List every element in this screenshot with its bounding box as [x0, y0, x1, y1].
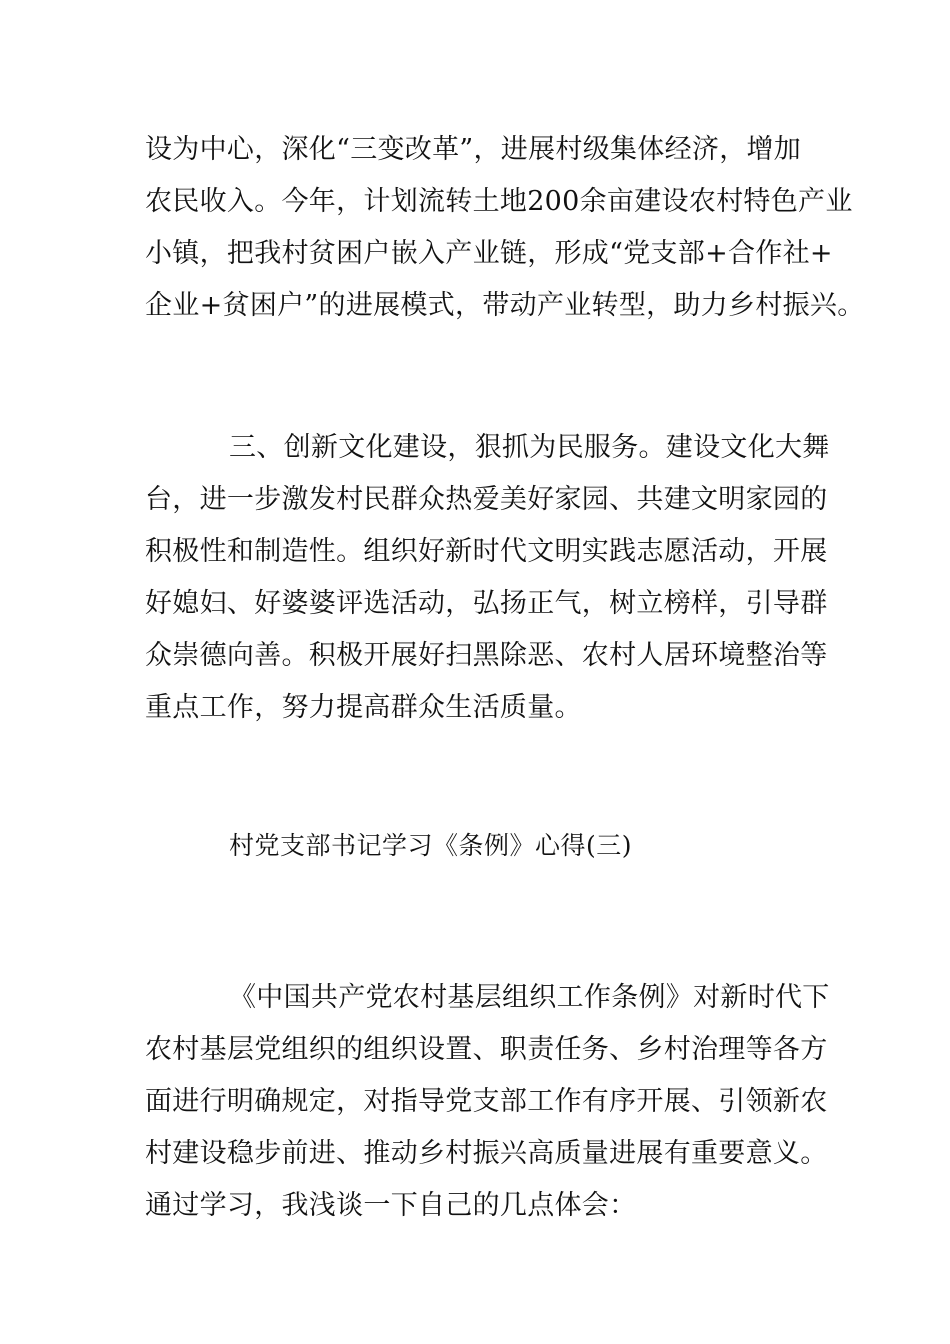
text-line: 农村基层党组织的组织设置、职责任务、乡村治理等各方 [145, 1034, 828, 1065]
section-title: 村党支部书记学习《条例》心得(三) [229, 831, 633, 860]
text-line: 通过学习，我浅谈一下自己的几点体会： [145, 1190, 637, 1221]
paragraph-regulations-intro [145, 972, 830, 1232]
text-line: 众崇德向善。积极开展好扫黑除恶、农村人居环境整治等 [145, 640, 828, 671]
text-line: 面进行明确规定，对指导党支部工作有序开展、引领新农 [145, 1086, 828, 1117]
text-line: 重点工作，努力提高群众生活质量。 [145, 692, 582, 723]
text-line: 企业+贫困户”的进展模式，带动产业转型，助力乡村振兴。 [145, 290, 865, 321]
text-line: 小镇，把我村贫困户嵌入产业链，形成“党支部+合作社+ [145, 238, 833, 269]
text-line: 《中国共产党农村基层组织工作条例》对新时代下 [229, 982, 830, 1013]
text-line: 设为中心，深化“三变改革”，进展村级集体经济，增加 [145, 134, 802, 165]
text-line: 村建设稳步前进、推动乡村振兴高质量进展有重要意义。 [145, 1138, 828, 1169]
text-line: 台，进一步激发村民群众热爱美好家园、共建文明家园的 [145, 484, 828, 515]
text-line: 三、创新文化建设，狠抓为民服务。建设文化大舞 [229, 432, 830, 463]
text-line: 好媳妇、好婆婆评选活动，弘扬正气，树立榜样，引导群 [145, 588, 828, 619]
text-line: 积极性和制造性。组织好新时代文明实践志愿活动，开展 [145, 536, 828, 567]
paragraph-culture-construction [145, 422, 830, 734]
text-line: 农民收入。今年，计划流转土地200余亩建设农村特色产业 [145, 186, 853, 217]
paragraph-rural-economy [145, 124, 865, 332]
